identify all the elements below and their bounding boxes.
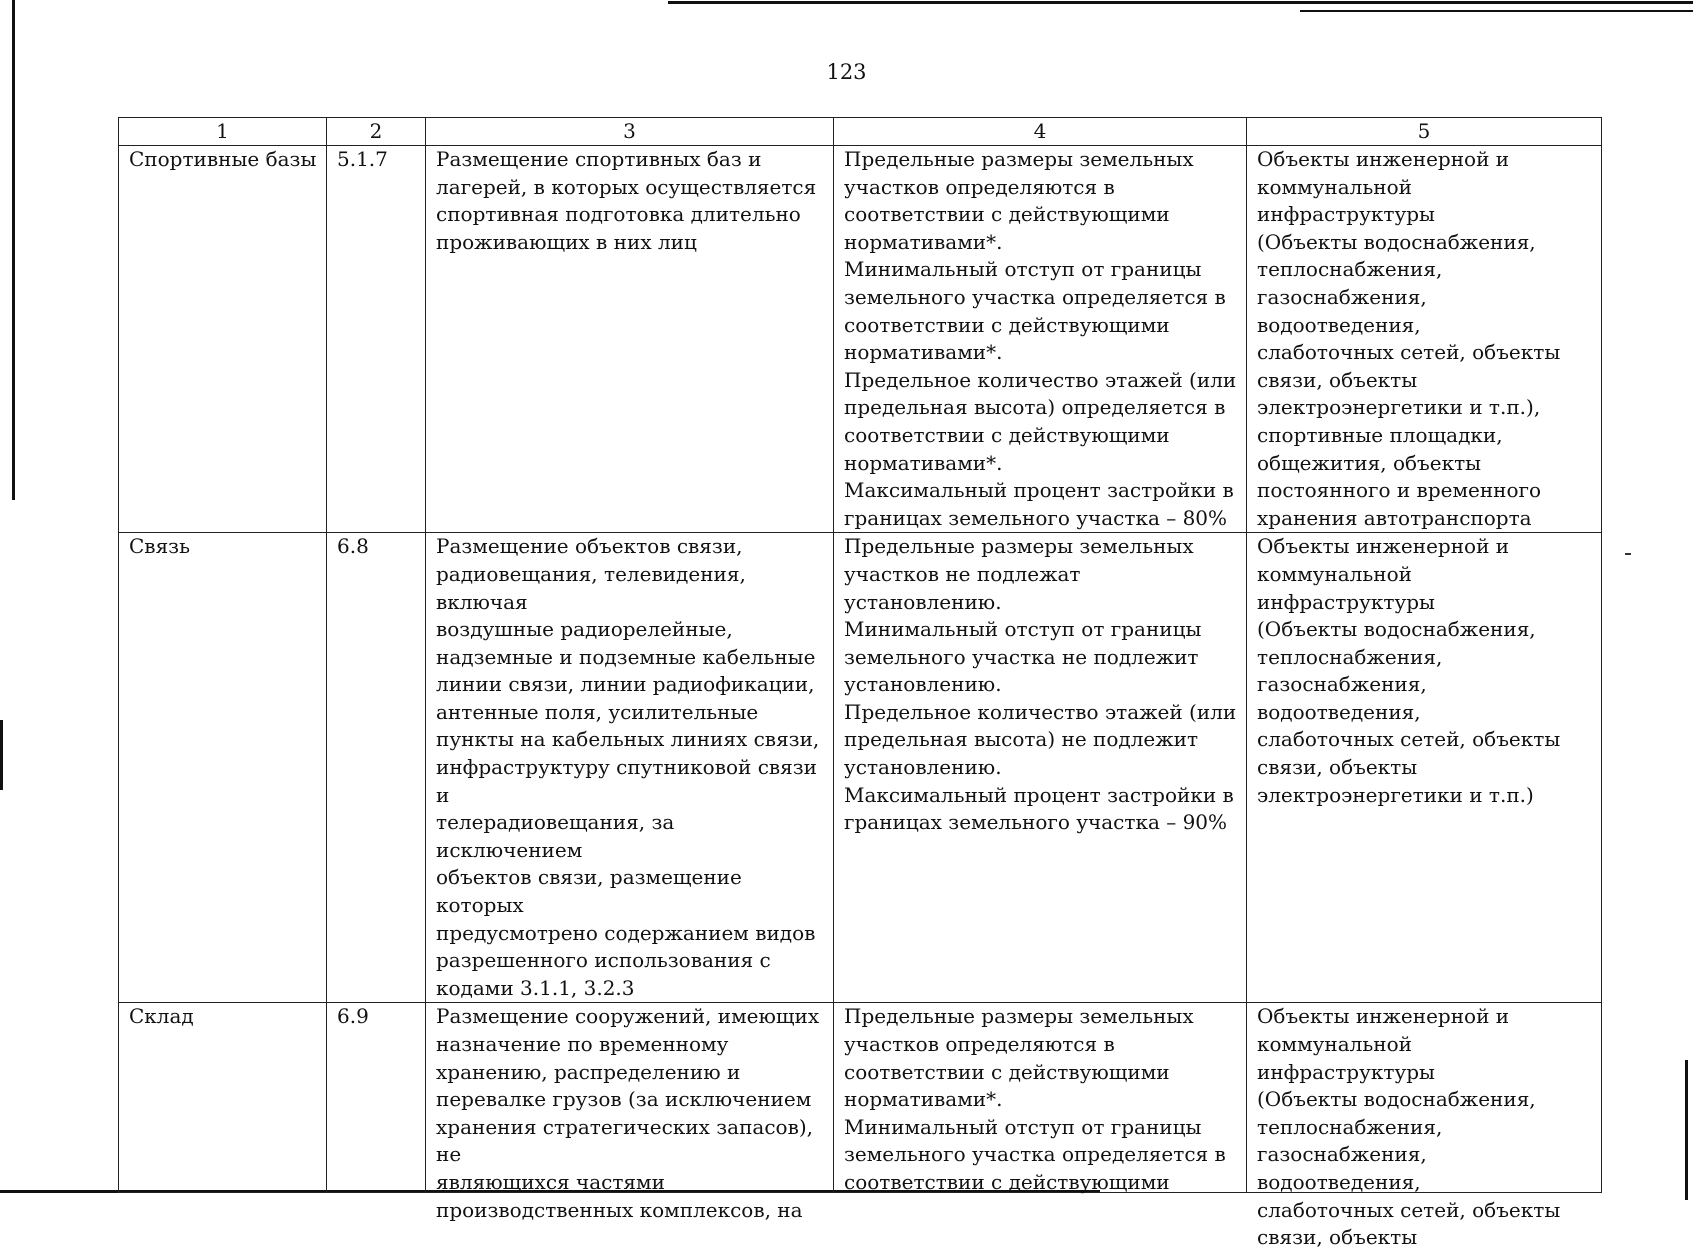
column-header-2: 2 bbox=[327, 118, 426, 146]
auxiliary-uses: Объекты инженерной и коммунальной инфраструктуры (Объекты водоснабжения, теплоснабжения, газоснабжения, водоотведения, слаботочных сетей, объекты связи, объекты электроэнергетики и т.п.), спортивные площадки, общежития, объекты постоянного и временного хранения автотранспорта bbox=[1257, 147, 1561, 530]
use-name-cell bbox=[119, 1003, 327, 1193]
use-description: Размещение сооружений, имеющих назначение по временному хранению, распределению и перевалке грузов (за исключением хранения стратегических запасов), не являющихся частями производственных комплексов, на bbox=[436, 1004, 820, 1222]
auxiliary-uses-cell bbox=[1247, 1003, 1602, 1250]
use-code-cell bbox=[327, 146, 426, 533]
use-description: Размещение объектов связи, радиовещания, телевидения, включая воздушные радиорелейные, надземные и подземные кабельные линии связи, линии радиофикации, антенные поля, усилительные пункты на кабельных линиях связи, инфраструктуру спутниковой связи и телерадиовещания, за исключением объектов связи, размещение которых предусмотрено содержанием видов разрешенного использования с кодами 3.1.1, 3.2.3 bbox=[436, 534, 820, 1000]
use-description-cell bbox=[426, 146, 834, 533]
auxiliary-uses: Объекты инженерной и коммунальной инфраструктуры (Объекты водоснабжения, теплоснабжения, газоснабжения, водоотведения, слаботочных сетей, объекты связи, объекты bbox=[1257, 1004, 1561, 1250]
use-code-cell bbox=[327, 1003, 426, 1193]
use-description: Размещение спортивных баз и лагерей, в которых осуществляется спортивная подготовка длительно проживающих в них лиц bbox=[436, 147, 817, 254]
use-parameters: Предельные размеры земельных участков не подлежат установлению. Минимальный отступ от границы земельного участка не подлежит установлению. Предельное количество этажей (или предельная высота) не подлежит установлению. Максимальный процент застройки в границах земельного участка – 90% bbox=[844, 534, 1237, 835]
page-number: 123 bbox=[826, 60, 867, 84]
use-parameters: Предельные размеры земельных участков определяются в соответствии с действующими нормативами*. Минимальный отступ от границы земельного участка определяется в соответствии с действующими bbox=[844, 1004, 1226, 1194]
use-name: Склад bbox=[129, 1004, 194, 1029]
use-parameters: Предельные размеры земельных участков определяются в соответствии с действующими нормативами*. Минимальный отступ от границы земельного участка определяется в соответствии с действующими нормативами*. Предельное количество этажей (или предельная высота) определяется в соответствии с действующими нормативами*. Максимальный процент застройки в границах земельного участка – 80% bbox=[844, 147, 1237, 530]
auxiliary-uses-cell bbox=[1247, 146, 1602, 533]
scan-speck bbox=[1625, 553, 1631, 555]
land-use-table bbox=[118, 117, 1602, 1250]
use-name-cell bbox=[119, 533, 327, 1003]
use-parameters-cell bbox=[834, 146, 1247, 533]
table-row bbox=[119, 146, 1602, 533]
column-header-1: 1 bbox=[119, 118, 327, 146]
use-code: 6.8 bbox=[337, 534, 369, 559]
scan-border-left-lower bbox=[0, 720, 3, 790]
use-name: Спортивные базы bbox=[129, 147, 317, 171]
table-row bbox=[119, 533, 1602, 1003]
use-code: 6.9 bbox=[337, 1004, 369, 1029]
auxiliary-uses: Объекты инженерной и коммунальной инфраструктуры (Объекты водоснабжения, теплоснабжения, газоснабжения, водоотведения, слаботочных сетей, объекты связи, объекты электроэнергетики и т.п.) bbox=[1257, 534, 1561, 807]
use-name-cell bbox=[119, 146, 327, 533]
use-parameters-cell bbox=[834, 1003, 1247, 1193]
scan-border-top bbox=[668, 1, 1693, 4]
scan-border-right bbox=[1685, 1060, 1688, 1200]
column-header-4: 4 bbox=[834, 118, 1247, 146]
column-header-5: 5 bbox=[1247, 118, 1602, 146]
scan-border-top-right bbox=[1300, 10, 1693, 12]
use-code-cell bbox=[327, 533, 426, 1003]
use-description-cell bbox=[426, 1003, 834, 1222]
auxiliary-uses-cell bbox=[1247, 533, 1602, 1003]
use-code: 5.1.7 bbox=[337, 147, 388, 171]
column-header-3: 3 bbox=[426, 118, 834, 146]
table-row bbox=[119, 1003, 1602, 1193]
table-header-row bbox=[119, 118, 1602, 146]
use-parameters-cell bbox=[834, 533, 1247, 1003]
use-description-cell bbox=[426, 533, 834, 1003]
use-name: Связь bbox=[129, 534, 190, 559]
